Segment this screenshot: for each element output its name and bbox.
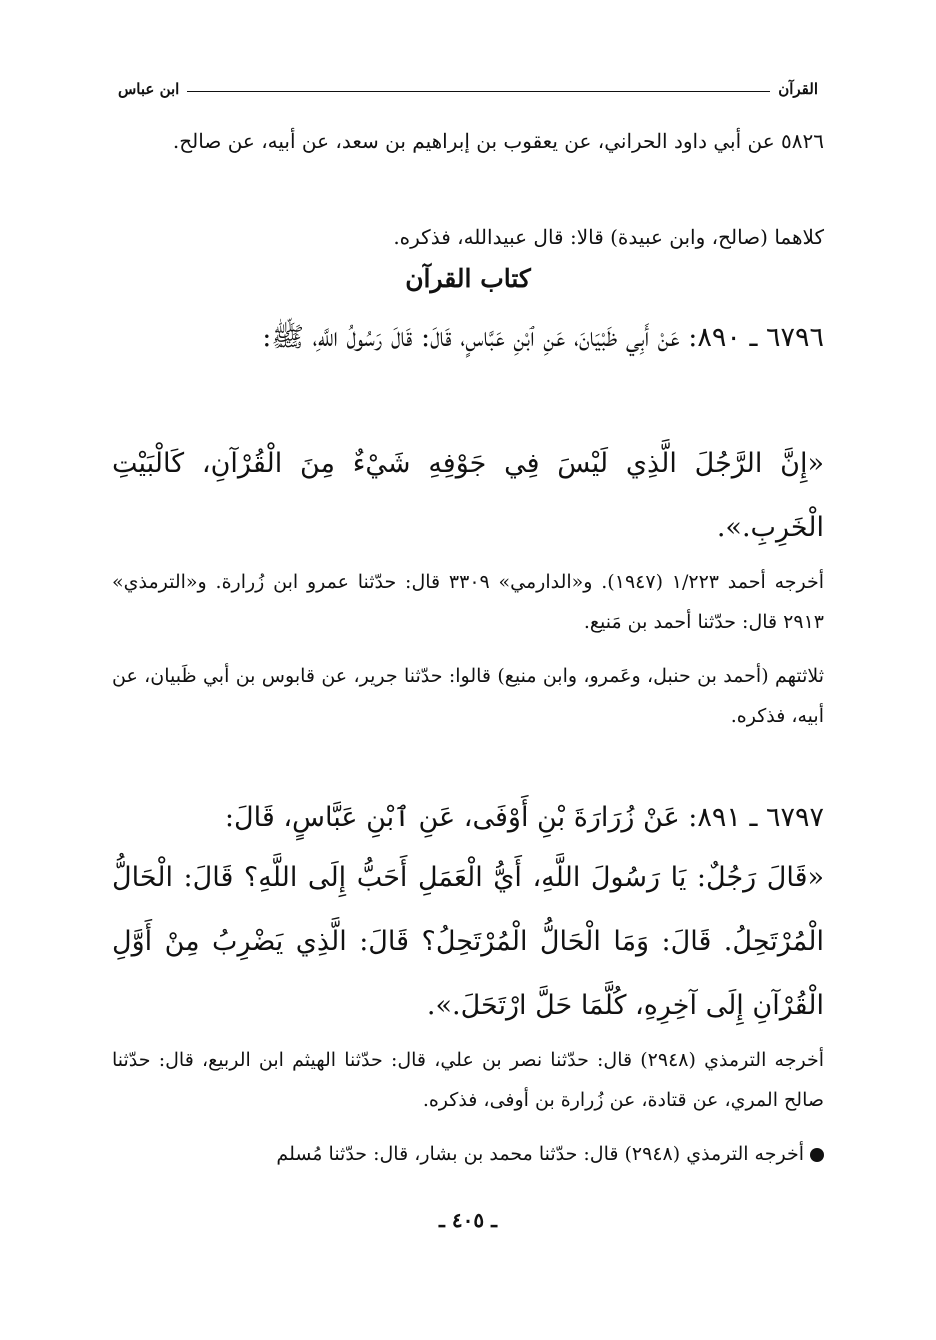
hadith-6797-isnad: ٦٧٩٧ ـ ٨٩١: عَنْ زُرَارَةَ بْنِ أَوْفَى، عَنِ ٱبْنِ عَبَّاسٍ، قَالَ: xyxy=(224,802,824,833)
hadith-6797-takhrij-1: أخرجه الترمذي (٢٩٤٨) قال: حدّثنا نصر بن علي، قال: حدّثنا الهيثم ابن الربيع، قال: حدّثنا صالح المري، عن قتادة، عن زُرارة بن أوفى، فذكره. xyxy=(112,1049,824,1111)
page-number: ـ ٤٠٥ ـ xyxy=(439,1208,497,1232)
header-chapter-title: القرآن xyxy=(778,80,818,98)
chapter-heading: كتاب القرآن xyxy=(405,264,531,293)
hadith-6796-thalathatuhum: ثلاثتهم (أحمد بن حنبل، وعَمرو، وابن منيع) قالوا: حدّثنا جرير، عن قابوس بن أبي ظَبيان، عن أبيه، فذكره. xyxy=(112,665,824,727)
hadith-6796-matn: «إِنَّ الرَّجُلَ الَّذِي لَيْسَ فِي جَوْفِهِ شَيْءٌ مِنَ الْقُرْآنِ، كَالْبَيْتِ الْخَرِبِ.». xyxy=(112,448,824,543)
header-rule xyxy=(187,91,770,92)
entry-5826: ٥٨٢٦ عن أبي داود الحراني، عن يعقوب بن إبراهيم بن سعد، عن أبيه، عن صالح. xyxy=(172,129,824,153)
hadith-6797-matn: «قَالَ رَجُلٌ: يَا رَسُولَ اللَّهِ، أَيُّ الْعَمَلِ أَحَبُّ إِلَى اللَّهِ؟ قَالَ: الْحَالُّ الْمُرْتَحِلُ. قَالَ: وَمَا الْحَالُّ الْمُرْتَحِلُ؟ قَالَ: الَّذِي يَضْرِبُ مِنْ أَوَّلِ الْقُرْآنِ إِلَى آخِرِهِ، كُلَّمَا حَلَّ ارْتَحَلَ.». xyxy=(112,862,824,1021)
running-header xyxy=(118,72,818,98)
hadith-6797-takhrij-2 xyxy=(112,1134,824,1174)
hadith-6796-isnad: ٦٧٩٦ ـ ٨٩٠: عَنْ أَبِي ظَبْيَانَ، عَنِ ٱبْنِ عَبَّاسٍ، قَالَ: قَالَ رَسُولُ اللَّهِ، ﷺ: xyxy=(262,322,824,353)
hadith-6796-takhrij: أخرجه أحمد ١/٢٢٣ (١٩٤٧). و«الدارمي» ٣٣٠٩ قال: حدّثنا عمرو ابن زُرارة. و«الترمذي» ٢٩١٣ قال: حدّثنا أحمد بن مَنيع. xyxy=(112,571,825,633)
hadith-6797-takhrij-2-text: أخرجه الترمذي (٢٩٤٨) قال: حدّثنا محمد بن بشار، قال: حدّثنا مُسلم xyxy=(276,1143,804,1165)
kilahuma-line: كلاهما (صالح، وابن عبيدة) قالا: قال عبيدالله، فذكره. xyxy=(393,225,824,249)
header-section-title: ابن عباس xyxy=(118,80,180,98)
bullet-icon xyxy=(810,1148,824,1162)
